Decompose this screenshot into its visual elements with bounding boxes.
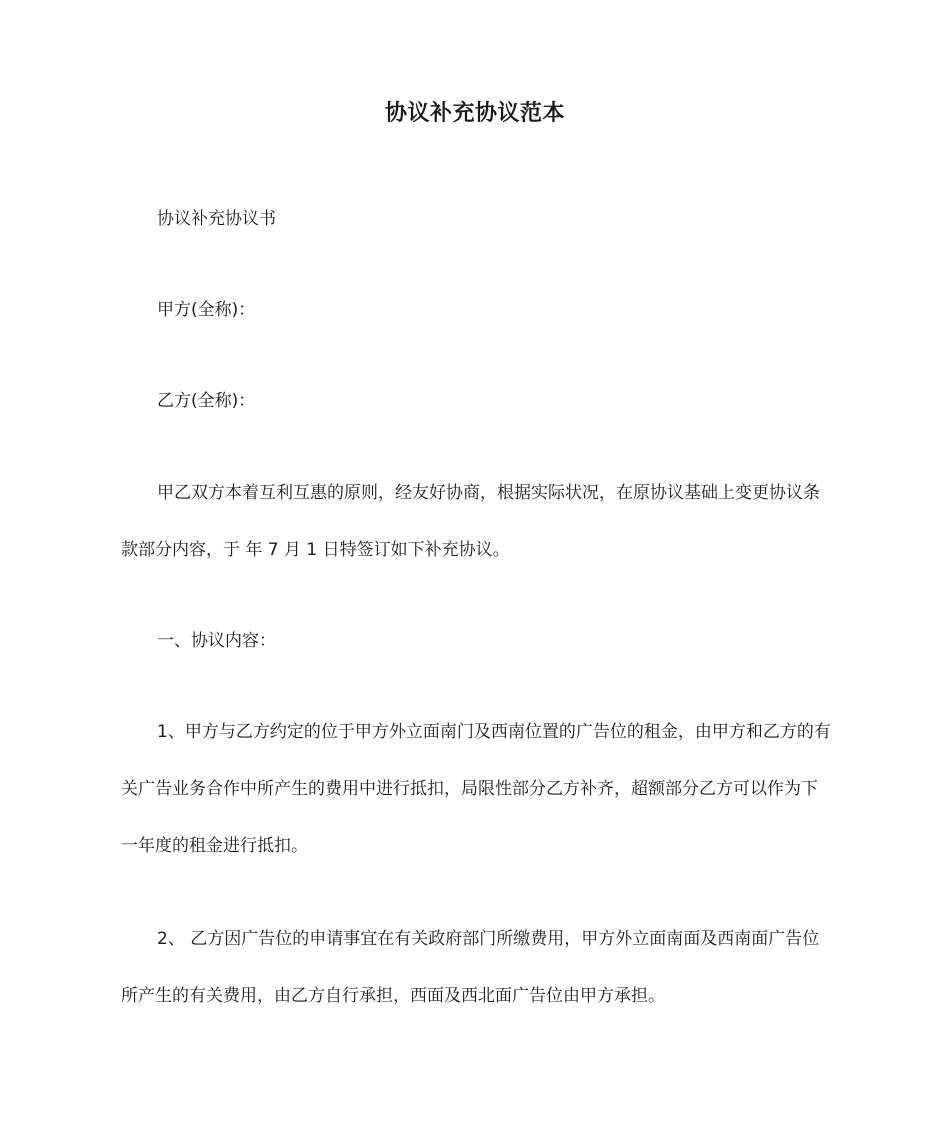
party-a-line: 甲方(全称)： bbox=[157, 300, 256, 320]
party-b-line: 乙方(全称)： bbox=[157, 391, 256, 411]
agreement-subtitle: 协议补充协议书 bbox=[157, 209, 276, 229]
document-title: 协议补充协议范本 bbox=[384, 101, 565, 126]
section-heading: 一、协议内容： bbox=[157, 631, 276, 651]
clause-1-paragraph: 1、甲方与乙方约定的位于甲方外立面南门及西南位置的广告位的租金，由甲方和乙方的有关广告业务合作中所产生的费用中进行抵扣，局限性部分乙方补齐，超额部分乙方可以作为下一年度的租金进行抵扣。 bbox=[121, 722, 831, 856]
intro-paragraph: 甲乙双方本着互利互惠的原则，经友好协商，根据实际状况，在原协议基础上变更协议条款部分内容，于 年 7 月 1 日特签订如下补充协议。 bbox=[121, 483, 820, 560]
clause-2-paragraph: 2、 乙方因广告位的申请事宜在有关政府部门所缴费用，甲方外立面南面及西南面广告位所产生的有关费用，由乙方自行承担，西面及西北面广告位由甲方承担。 bbox=[121, 929, 820, 1006]
